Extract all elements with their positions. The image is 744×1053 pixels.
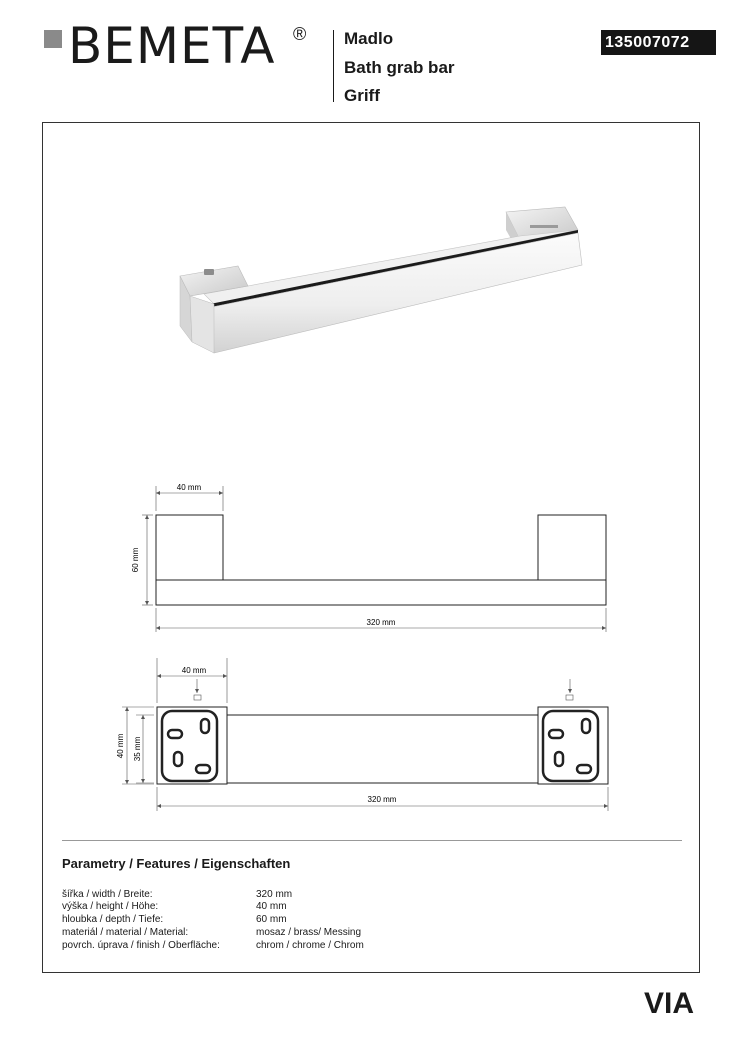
features-title: Parametry / Features / Eigenschaften bbox=[62, 856, 291, 871]
top-outer-height-label: 40 mm bbox=[116, 733, 125, 759]
top-width-label: 40 mm bbox=[181, 666, 207, 675]
title-cz: Madlo bbox=[344, 29, 394, 48]
feature-value-width: 320 mm bbox=[256, 889, 293, 900]
feature-label-width: šířka / width / Breite: bbox=[62, 889, 153, 900]
side-view-drawing bbox=[120, 478, 620, 638]
bar-outline bbox=[156, 580, 606, 605]
left-mount-outline bbox=[156, 515, 223, 580]
header-divider bbox=[333, 30, 334, 102]
feature-value-finish: chrom / chrome / Chrom bbox=[256, 940, 364, 951]
side-width-label: 40 mm bbox=[176, 483, 202, 492]
feature-label-depth: hloubka / depth / Tiefe: bbox=[62, 914, 164, 925]
feature-value-depth: 60 mm bbox=[256, 914, 287, 925]
feature-label-height: výška / height / Höhe: bbox=[62, 901, 159, 912]
top-view-drawing bbox=[110, 655, 620, 815]
registered-mark: ® bbox=[293, 24, 307, 44]
right-mount-outline bbox=[538, 515, 606, 580]
brand-logo: BEMETA bbox=[68, 17, 276, 75]
feature-label-finish: povrch. úprava / finish / Oberfläche: bbox=[62, 940, 220, 951]
side-length-label: 320 mm bbox=[366, 618, 396, 627]
series-name: VIA bbox=[644, 987, 695, 1020]
feature-value-material: mosaz / brass/ Messing bbox=[256, 927, 362, 938]
brand-logo-square bbox=[44, 30, 62, 48]
side-height-label: 60 mm bbox=[131, 547, 140, 573]
title-de: Griff bbox=[344, 86, 380, 105]
features-divider bbox=[62, 840, 682, 841]
product-code: 135007072 bbox=[601, 30, 716, 55]
product-image bbox=[170, 200, 590, 360]
bar-outline bbox=[227, 715, 538, 783]
feature-label-material: materiál / material / Material: bbox=[62, 927, 189, 938]
top-length-label: 320 mm bbox=[367, 795, 397, 804]
feature-value-height: 40 mm bbox=[256, 901, 287, 912]
title-en: Bath grab bar bbox=[344, 58, 455, 77]
top-inner-height-label: 35 mm bbox=[133, 736, 142, 762]
